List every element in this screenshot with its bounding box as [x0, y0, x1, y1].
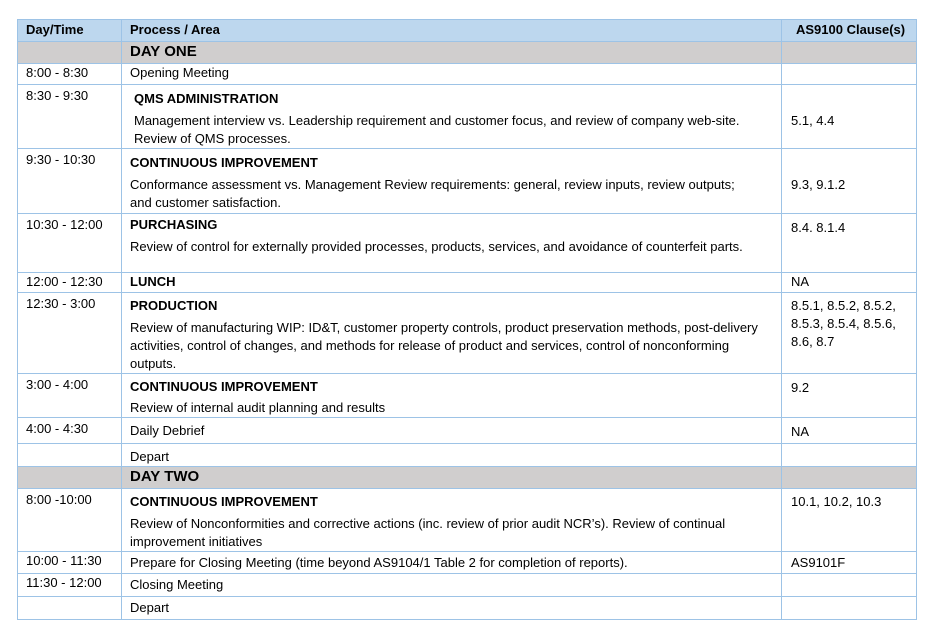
row-description: Review of internal audit planning and results [130, 400, 386, 415]
row-clause [782, 597, 917, 620]
audit-agenda-table [17, 19, 917, 620]
table-row [18, 374, 917, 418]
day-one-row [18, 42, 917, 64]
table-row [18, 273, 917, 293]
table-row [18, 552, 917, 574]
row-clause [782, 64, 917, 85]
row-time [18, 444, 122, 467]
day-one-label: DAY ONE [122, 42, 782, 64]
row-time: 9:30 - 10:30 [18, 149, 122, 214]
row-time: 4:00 - 4:30 [18, 418, 122, 444]
row-description: Review of control for externally provided processes, products, services, and avoidance of counterfeit parts. [130, 239, 743, 254]
table-row [18, 489, 917, 552]
table-row [18, 574, 917, 597]
row-clause: 9.3, 9.1.2 [782, 149, 917, 214]
row-time: 10:30 - 12:00 [18, 214, 122, 273]
row-process: Depart [122, 444, 782, 467]
row-time: 8:30 - 9:30 [18, 85, 122, 149]
row-time [18, 597, 122, 620]
row-time: 10:00 - 11:30 [18, 552, 122, 574]
table-row [18, 214, 917, 273]
row-heading: CONTINUOUS IMPROVEMENT [130, 379, 318, 394]
row-time: 11:30 - 12:00 [18, 574, 122, 597]
row-clause: NA [782, 418, 917, 444]
row-description: Review of Nonconformities and corrective actions (inc. review of prior audit NCR’s). Review of continual improvement initiatives [130, 516, 726, 549]
row-heading: PURCHASING [130, 217, 218, 232]
header-day-time: Day/Time [18, 20, 122, 42]
row-process: Opening Meeting [122, 64, 782, 85]
row-time: 8:00 - 8:30 [18, 64, 122, 85]
row-clause: 8.5.1, 8.5.2, 8.5.2, 8.5.3, 8.5.4, 8.5.6, 8.6, 8.7 [782, 293, 917, 374]
row-heading: CONTINUOUS IMPROVEMENT [130, 494, 318, 509]
row-process: Daily Debrief [122, 418, 782, 444]
row-clause [782, 574, 917, 597]
table-row [18, 597, 917, 620]
header-process-area: Process / Area [122, 20, 782, 42]
row-process: Prepare for Closing Meeting (time beyond AS9104/1 Table 2 for completion of reports). [122, 552, 782, 574]
row-time: 3:00 - 4:00 [18, 374, 122, 418]
row-heading: LUNCH [130, 274, 176, 289]
row-time: 12:00 - 12:30 [18, 273, 122, 293]
table-row [18, 149, 917, 214]
table-row [18, 293, 917, 374]
row-clause: AS9101F [782, 552, 917, 574]
day-two-row [18, 467, 917, 489]
header-clauses: AS9100 Clause(s) [782, 20, 917, 42]
row-description: Review of manufacturing WIP: ID&T, customer property controls, product preservation methods, post-delivery activities, control of changes, and methods for release of product and services, control of nonconforming outputs. [130, 320, 758, 371]
row-process: Closing Meeting [122, 574, 782, 597]
row-clause: 5.1, 4.4 [782, 85, 917, 149]
row-clause: 10.1, 10.2, 10.3 [782, 489, 917, 552]
table-row [18, 418, 917, 444]
row-clause: 9.2 [782, 374, 917, 418]
row-clause: NA [782, 273, 917, 293]
row-description: Management interview vs. Leadership requirement and customer focus, and review of company web-site. Review of QMS processes. [134, 113, 740, 146]
row-time: 12:30 - 3:00 [18, 293, 122, 374]
table-row [18, 444, 917, 467]
day-two-label: DAY TWO [122, 467, 782, 489]
table-row [18, 85, 917, 149]
row-clause: 8.4. 8.1.4 [782, 214, 917, 273]
table-header-row [18, 20, 917, 42]
row-description: Conformance assessment vs. Management Review requirements: general, review inputs, review outputs; and customer satisfaction. [130, 177, 735, 210]
row-heading: CONTINUOUS IMPROVEMENT [130, 155, 318, 170]
table-row [18, 64, 917, 85]
row-process: Depart [122, 597, 782, 620]
row-heading: PRODUCTION [130, 298, 218, 313]
row-time: 8:00 -10:00 [18, 489, 122, 552]
row-clause [782, 444, 917, 467]
row-heading: QMS ADMINISTRATION [134, 91, 279, 106]
